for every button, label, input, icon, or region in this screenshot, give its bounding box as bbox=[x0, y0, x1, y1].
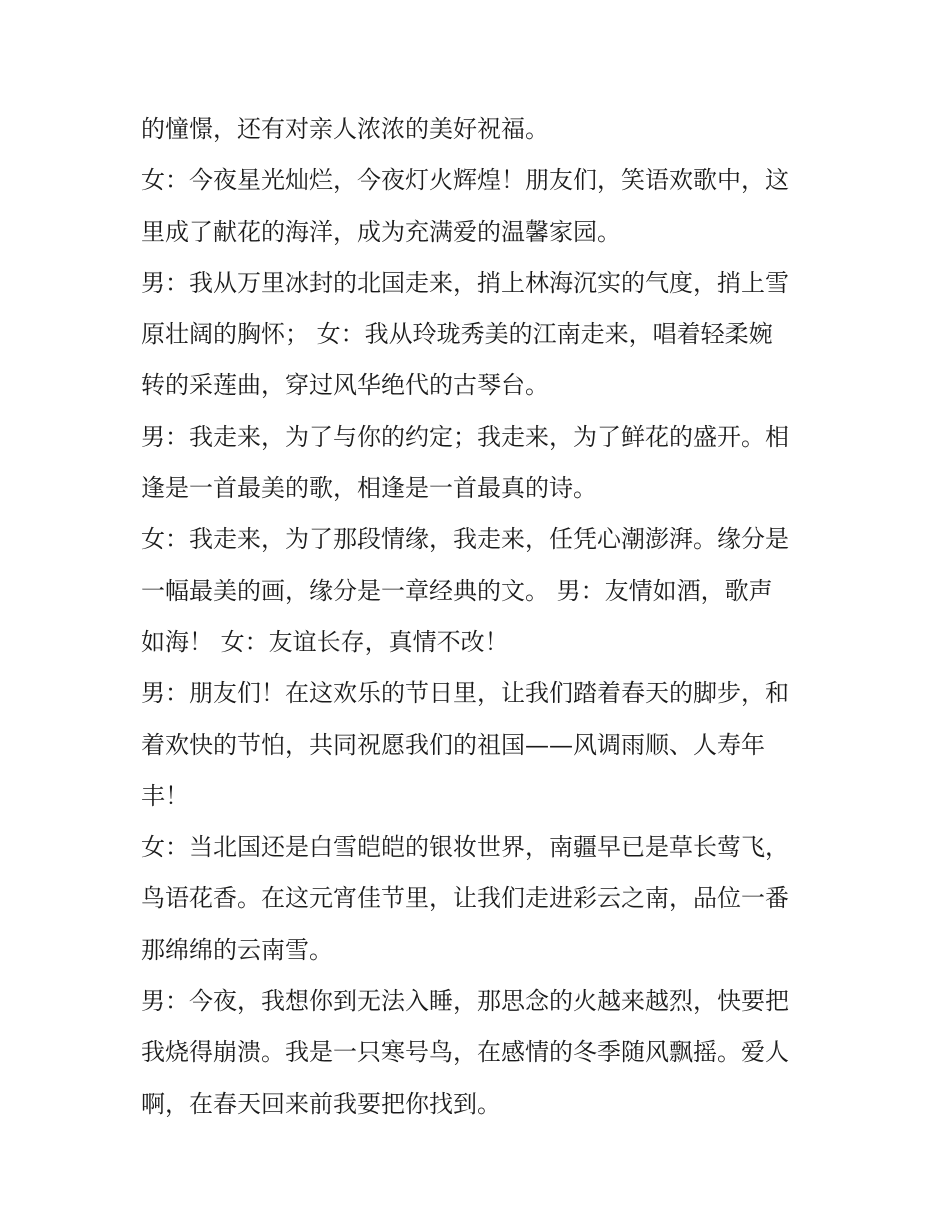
text-line: 丰！ bbox=[141, 781, 189, 810]
text-line: 转的采莲曲，穿过风华绝代的古琴台。 bbox=[141, 371, 549, 400]
text-line: 逢是一首最美的歌，相逢是一首最真的诗。 bbox=[141, 474, 597, 503]
text-line: 女：我走来，为了那段情缘，我走来，任凭心潮澎湃。缘分是 bbox=[141, 525, 789, 554]
text-line: 女：当北国还是白雪皑皑的银妆世界，南疆早已是草长莺飞， bbox=[141, 833, 789, 862]
text-line: 男：我从万里冰封的北国走来，捎上林海沉实的气度，捎上雪 bbox=[141, 268, 789, 297]
text-line: 的憧憬，还有对亲人浓浓的美好祝福。 bbox=[141, 115, 549, 143]
text-line: 啊，在春天回来前我要把你找到。 bbox=[141, 1089, 501, 1118]
text-line: 我烧得崩溃。我是一只寒号鸟，在感情的冬季随风飘摇。爱人 bbox=[141, 1038, 789, 1067]
text-line: 鸟语花香。在这元宵佳节里，让我们走进彩云之南，品位一番 bbox=[141, 884, 789, 913]
text-line: 一幅最美的画，缘分是一章经典的文。 男：友情如酒，歌声 bbox=[141, 576, 773, 605]
text-line: 男：我走来，为了与你的约定；我走来，为了鲜花的盛开。相 bbox=[141, 422, 789, 451]
document-body bbox=[141, 104, 813, 1130]
text-line: 男：朋友们！在这欢乐的节日里，让我们踏着春天的脚步，和 bbox=[141, 679, 789, 708]
text-line: 如海！ 女：友谊长存，真情不改！ bbox=[141, 627, 509, 656]
text-line: 女：今夜星光灿烂，今夜灯火辉煌！朋友们，笑语欢歌中，这 bbox=[141, 166, 789, 195]
text-line: 着欢快的节怕，共同祝愿我们的祖国——风调雨顺、人寿年 bbox=[141, 730, 765, 759]
text-line: 那绵绵的云南雪。 bbox=[141, 935, 333, 964]
text-line: 原壮阔的胸怀； 女：我从玲珑秀美的江南走来，唱着轻柔婉 bbox=[141, 320, 773, 349]
text-line: 里成了献花的海洋，成为充满爱的温馨家园。 bbox=[141, 217, 621, 246]
text-line: 男：今夜，我想你到无法入睡，那思念的火越来越烈，快要把 bbox=[141, 987, 789, 1016]
